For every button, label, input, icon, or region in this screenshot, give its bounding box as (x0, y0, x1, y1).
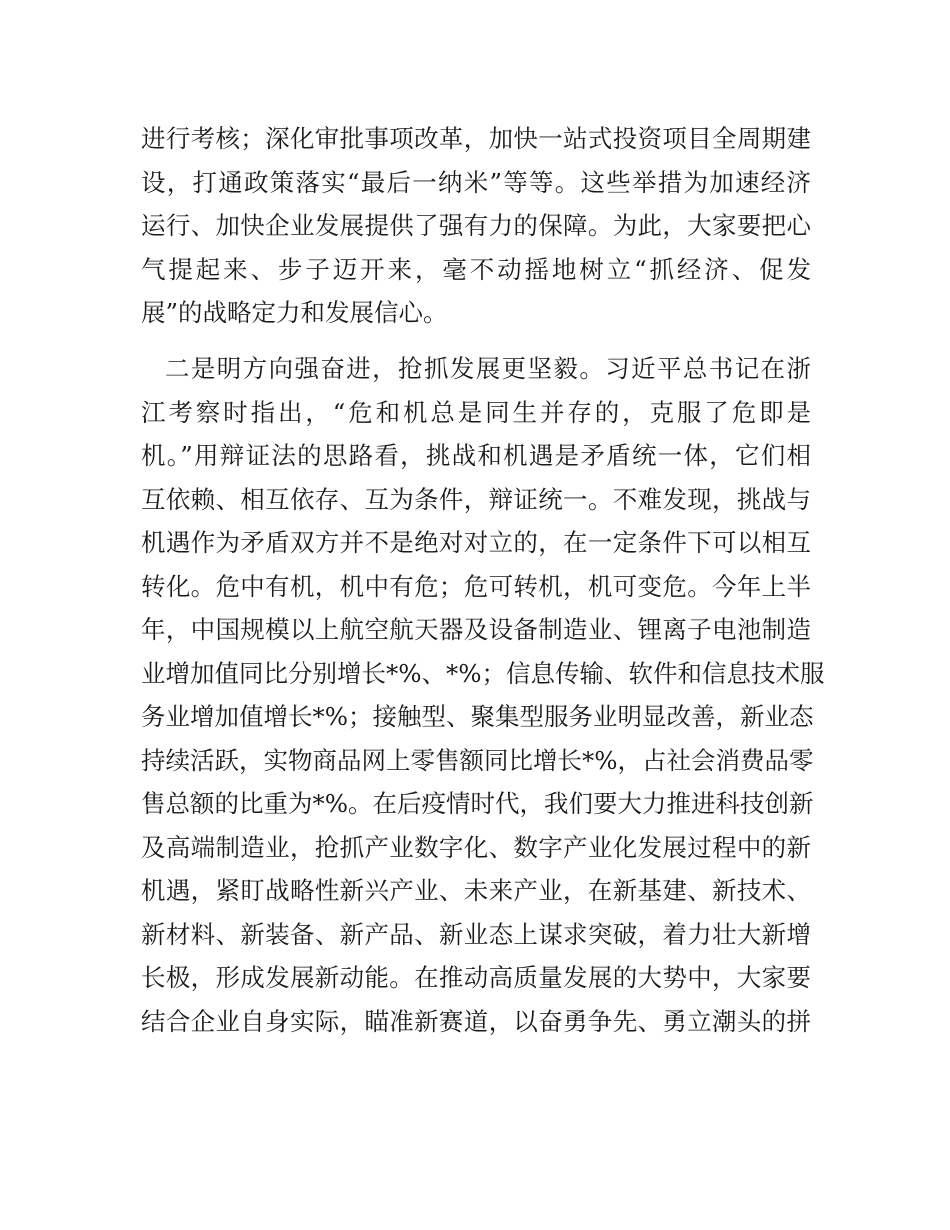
text-line: 运行、加快企业发展提供了强有力的保障。为此，大家要把心 (141, 211, 811, 240)
text-line: 售总额的比重为*%。在后疫情时代，我们要大力推进科技创新 (141, 789, 814, 818)
text-line: 转化。危中有机，机中有危；危可转机，机可变危。今年上半 (141, 571, 811, 601)
text-line: 年，中国规模以上航空航天器及设备制造业、锂离子电池制造 (141, 615, 811, 644)
text-line: 互依赖、相互依存、互为条件，辩证统一。不难发现，挑战与 (141, 484, 811, 514)
text-line: 展”的战略定力和发展信心。 (141, 298, 448, 327)
paragraph-1 (141, 117, 811, 335)
text-line: 设，打通政策落实“最后一纳米”等等。这些举措为加速经济 (141, 167, 811, 197)
paragraph-2 (141, 347, 825, 1043)
text-line: 持续活跃，实物商品网上零售额同比增长*%，占社会消费品零 (141, 745, 814, 775)
text-line: 务业增加值增长*%；接触型、聚集型服务业明显改善，新业态 (141, 702, 814, 731)
text-line: 机。”用辩证法的思路看，挑战和机遇是矛盾统一体，它们相 (141, 441, 811, 470)
text-line: 进行考核；深化审批事项改革，加快一站式投资项目全周期建 (141, 124, 811, 153)
text-line: 机遇作为矛盾双方并不是绝对对立的，在一定条件下可以相互 (141, 528, 811, 557)
text-line-indented: 二是明方向强奋进，抢抓发展更坚毅。习近平总书记在浙 (165, 354, 811, 383)
text-line: 结合企业自身实际，瞄准新赛道，以奋勇争先、勇立潮头的拼 (141, 1006, 811, 1036)
text-line: 机遇，紧盯战略性新兴产业、未来产业，在新基建、新技术、 (141, 876, 811, 905)
text-line: 江考察时指出，“危和机总是同生并存的，克服了危即是 (141, 397, 811, 427)
text-line: 及高端制造业，抢抓产业数字化、数字产业化发展过程中的新 (141, 832, 811, 862)
text-line: 气提起来、步子迈开来，毫不动摇地树立“抓经济、促发 (141, 254, 811, 284)
text-line: 长极，形成发展新动能。在推动高质量发展的大势中，大家要 (141, 963, 811, 992)
text-line: 新材料、新装备、新产品、新业态上谋求突破，着力壮大新增 (141, 919, 811, 949)
text-line: 业增加值同比分别增长*%、*%；信息传输、软件和信息技术服 (141, 658, 825, 688)
